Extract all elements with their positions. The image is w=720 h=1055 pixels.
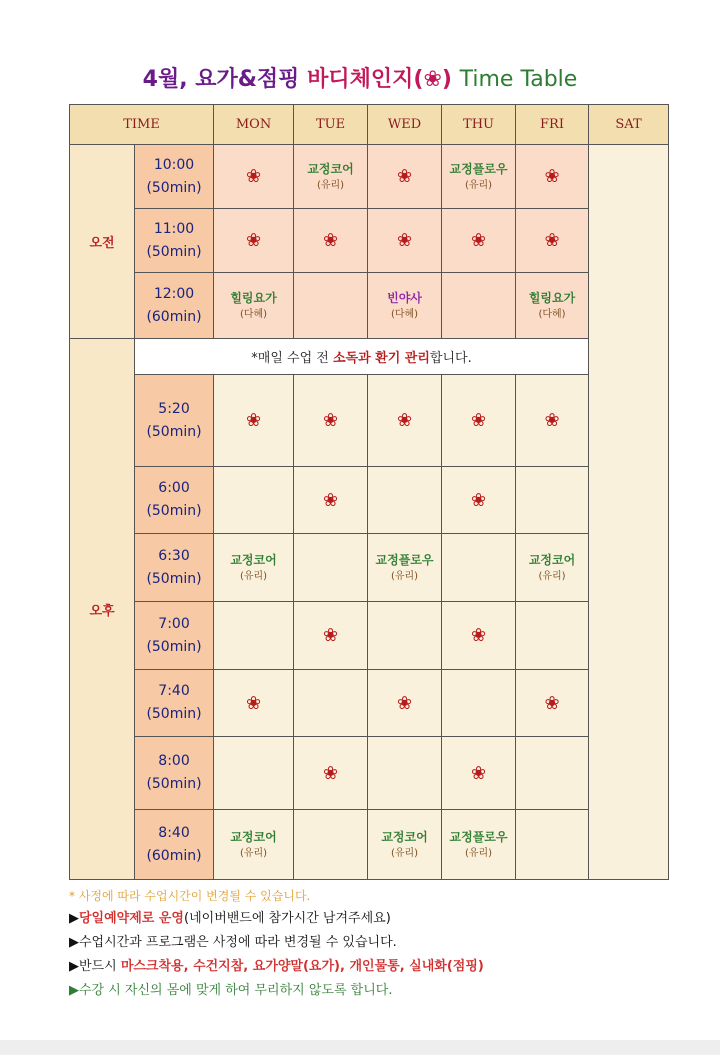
note-caution: ▶수강 시 자신의 몸에 맞게 하여 무리하지 않도록 합니다.: [69, 983, 393, 998]
instructor-name: (유리): [316, 179, 345, 191]
footer-bar: [0, 1040, 720, 1055]
header-thu: THU: [442, 105, 516, 145]
time-duration: (50min): [146, 179, 202, 196]
time-slot: [135, 375, 214, 467]
header-row: [70, 105, 669, 145]
schedule-cell: [294, 670, 368, 737]
time-duration: (50min): [146, 243, 202, 260]
table-row: [70, 273, 669, 339]
notice-suffix: 합니다.: [429, 351, 472, 366]
schedule-cell: [368, 602, 442, 670]
instructor-name: (유리): [239, 570, 268, 582]
instructor-name: (유리): [239, 847, 268, 859]
schedule-cell: [294, 534, 368, 602]
schedule-cell: [294, 375, 368, 467]
schedule-cell: [214, 534, 294, 602]
class-name: 교정코어: [307, 161, 354, 176]
table-row: [70, 810, 669, 880]
schedule-cell: [516, 209, 589, 273]
header-mon: MON: [214, 105, 294, 145]
class-name: 교정코어: [528, 552, 576, 567]
schedule-cell: [442, 670, 516, 737]
instructor-name: (유리): [390, 570, 419, 582]
time-slot: [135, 534, 214, 602]
note-program-change: ▶수업시간과 프로그램은 사정에 따라 변경될 수 있습니다.: [69, 935, 397, 950]
note-reservation-detail: (네이버밴드에 참가시간 남겨주세요): [184, 911, 391, 926]
table-row: [70, 145, 669, 209]
schedule-cell: [368, 534, 442, 602]
instructor-name: (다혜): [538, 308, 566, 320]
table-row: [70, 467, 669, 534]
note-schedule-change: * 사정에 따라 수업시간이 변경될 수 있습니다.: [69, 889, 311, 903]
schedule-cell: [516, 273, 589, 339]
schedule-cell: [294, 737, 368, 810]
title-program: [307, 67, 452, 92]
flower-icon: ❀: [470, 230, 487, 251]
class-name: 교정플로우: [375, 552, 434, 567]
flower-icon: ❀: [544, 230, 560, 251]
sanitization-notice: [135, 339, 589, 375]
note-reservation: [69, 907, 709, 931]
schedule-cell: [516, 602, 589, 670]
flower-icon: ❀: [396, 166, 413, 187]
title-program-text: 바디체인지(: [307, 67, 424, 92]
time-start: 7:40: [158, 683, 190, 699]
time-duration: (50min): [146, 638, 202, 655]
schedule-cell: [516, 737, 589, 810]
flower-icon: ❀: [423, 67, 442, 92]
class-name: 교정플로우: [449, 829, 508, 844]
schedule-cell: [214, 602, 294, 670]
note-requirements-prefix: ▶반드시: [69, 959, 121, 974]
schedule-cell: [214, 145, 294, 209]
schedule-cell: [442, 810, 516, 880]
instructor-name: (유리): [538, 570, 566, 582]
flower-icon: ❀: [544, 410, 560, 431]
note-requirements: [69, 955, 709, 979]
schedule-cell: [368, 737, 442, 810]
class-name: 교정코어: [230, 552, 277, 567]
instructor-name: (유리): [390, 847, 419, 859]
schedule-cell: [368, 375, 442, 467]
time-slot: [135, 273, 214, 339]
instructor-name: (유리): [464, 179, 493, 191]
notice-prefix: *매일 수업 전: [251, 351, 333, 366]
schedule-cell: [442, 273, 516, 339]
table-row: [70, 375, 669, 467]
flower-icon: ❀: [396, 410, 413, 431]
schedule-cell: [368, 810, 442, 880]
table-row: [70, 534, 669, 602]
schedule-cell: [516, 534, 589, 602]
class-name: 교정코어: [381, 829, 428, 844]
schedule-cell: [294, 145, 368, 209]
schedule-cell: [368, 670, 442, 737]
time-slot: [135, 209, 214, 273]
header-sat: SAT: [589, 105, 669, 145]
time-start: 8:00: [158, 753, 190, 769]
schedule-cell: [442, 375, 516, 467]
flower-icon: ❀: [396, 230, 413, 251]
title-timetable: Time Table: [459, 67, 578, 92]
time-start: 12:00: [153, 285, 195, 302]
title-paren: ): [441, 67, 452, 92]
time-duration: (50min): [146, 706, 202, 722]
notice-highlight: 소독과 환기 관리: [332, 351, 430, 366]
schedule-cell: [442, 145, 516, 209]
schedule-cell: [214, 810, 294, 880]
notes: [69, 885, 709, 1003]
note-reservation-highlight: 당일예약제로 운영: [79, 911, 184, 926]
class-name: 힐링요가: [528, 290, 576, 305]
session-am: 오전: [70, 145, 135, 339]
arrow-icon: ▶: [69, 911, 79, 926]
schedule-cell: [214, 467, 294, 534]
schedule-cell: [516, 145, 589, 209]
saturday-column: [589, 145, 669, 880]
instructor-name: (유리): [464, 847, 493, 859]
schedule-cell: [516, 810, 589, 880]
time-start: 6:30: [158, 547, 190, 564]
flower-icon: ❀: [396, 692, 413, 714]
class-name: 교정플로우: [449, 161, 508, 176]
table-row: [70, 737, 669, 810]
schedule-cell: [442, 209, 516, 273]
time-slot: [135, 467, 214, 534]
flower-icon: ❀: [322, 230, 339, 251]
flower-icon: ❀: [245, 410, 262, 431]
schedule-cell: [368, 467, 442, 534]
instructor-name: (다혜): [239, 308, 268, 320]
title-month: 4월, 요가&점핑: [142, 67, 300, 92]
flower-icon: ❀: [245, 230, 262, 251]
time-duration: (50min): [146, 423, 202, 440]
flower-icon: ❀: [470, 410, 487, 431]
schedule-cell: [214, 670, 294, 737]
flower-icon: ❀: [322, 489, 339, 511]
time-start: 8:40: [158, 824, 190, 841]
notice-row: [70, 339, 669, 375]
timetable: [69, 104, 669, 880]
time-start: 5:20: [158, 400, 190, 417]
time-duration: (50min): [146, 570, 202, 587]
header-tue: TUE: [294, 105, 368, 145]
time-duration: (50min): [146, 503, 202, 519]
class-name: 빈야사: [387, 290, 422, 305]
schedule-cell: [442, 534, 516, 602]
time-slot: [135, 670, 214, 737]
flower-icon: ❀: [245, 692, 262, 714]
schedule-cell: [214, 209, 294, 273]
schedule-cell: [516, 670, 589, 737]
header-time: TIME: [70, 105, 214, 145]
time-slot: [135, 602, 214, 670]
schedule-cell: [294, 273, 368, 339]
schedule-cell: [294, 209, 368, 273]
flower-icon: ❀: [322, 410, 339, 431]
time-start: 6:00: [158, 480, 190, 496]
time-slot: [135, 737, 214, 810]
schedule-cell: [214, 375, 294, 467]
schedule-cell: [516, 375, 589, 467]
flower-icon: ❀: [470, 489, 487, 511]
flower-icon: ❀: [322, 625, 339, 646]
time-start: 10:00: [153, 156, 195, 173]
flower-icon: ❀: [544, 692, 560, 714]
schedule-cell: [368, 273, 442, 339]
schedule-cell: [368, 209, 442, 273]
schedule-cell: [368, 145, 442, 209]
schedule-cell: [442, 467, 516, 534]
header-wed: WED: [368, 105, 442, 145]
table-row: [70, 670, 669, 737]
flower-icon: ❀: [245, 166, 262, 187]
session-pm: 오후: [70, 339, 135, 880]
schedule-cell: [294, 602, 368, 670]
time-start: 11:00: [153, 220, 195, 237]
instructor-name: (다혜): [390, 308, 419, 320]
schedule-cell: [214, 737, 294, 810]
flower-icon: ❀: [322, 762, 339, 784]
time-start: 7:00: [158, 615, 190, 632]
flower-icon: ❀: [470, 762, 487, 784]
table-row: [70, 209, 669, 273]
time-duration: (60min): [146, 847, 202, 864]
schedule-cell: [294, 810, 368, 880]
schedule-cell: [516, 467, 589, 534]
table-row: [70, 602, 669, 670]
class-name: 힐링요가: [230, 290, 277, 305]
schedule-cell: [442, 737, 516, 810]
class-name: 교정코어: [230, 829, 277, 844]
flower-icon: ❀: [544, 166, 560, 187]
schedule-cell: [294, 467, 368, 534]
header-fri: FRI: [516, 105, 589, 145]
schedule-cell: [442, 602, 516, 670]
note-requirements-items: 마스크착용, 수건지참, 요가양말(요가), 개인물통, 실내화(점핑): [120, 959, 484, 974]
time-slot: [135, 145, 214, 209]
flower-icon: ❀: [470, 625, 487, 646]
time-slot: [135, 810, 214, 880]
time-duration: (60min): [146, 308, 202, 325]
schedule-cell: [214, 273, 294, 339]
time-duration: (50min): [146, 776, 202, 792]
page-title: [0, 62, 720, 93]
